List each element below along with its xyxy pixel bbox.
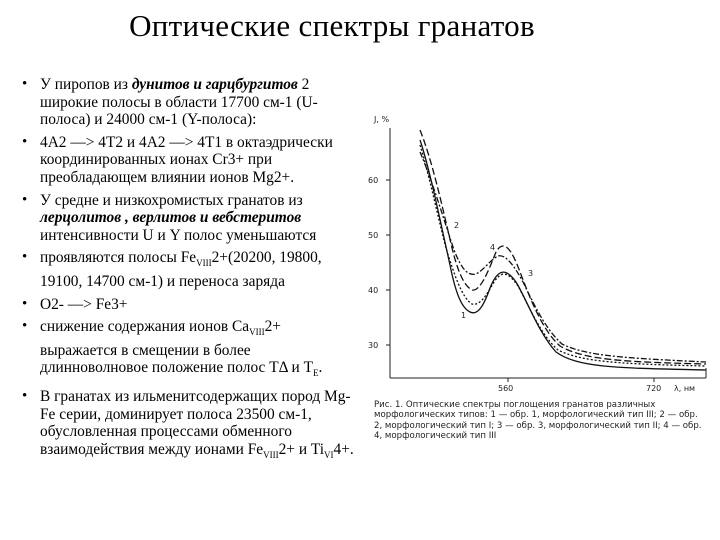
curve-label: 1 [461, 311, 467, 320]
curve-label: 2 [454, 221, 460, 230]
x-axis-label: λ, нм [674, 384, 696, 393]
bullet-item: • У пиропов из дунитов и гарцбургитов 2 широкие полосы в области 17700 см-1 (U-полоса) и 24000 см-1 (Y-полоса): [22, 76, 358, 129]
x-tick-label: 560 [498, 384, 514, 393]
bullet-list [22, 76, 358, 470]
bullet-item: • O2- —> Fe3+ [22, 296, 358, 314]
y-tick-label: 30 [368, 341, 379, 350]
y-axis-label: J, % [374, 115, 390, 124]
bullet-item: • проявляются полосы $Fe_{VIII}2+(20200$, 19800, 19100, 14700 см-1) и переноса заряда [22, 249, 358, 290]
spectrum-curve-4 [420, 152, 706, 362]
figure-caption: Рис. 1. Оптические спектры поглощения гранатов различных морфологических типов: 1 — обр. 1, морфологический тип III; 2 — обр. 2, морфологический тип I; 3 — обр. 3, морфологический тип II; 4 — обр. 4, морфологический тип III [374, 400, 702, 442]
bullet-item: • 4A2 —> 4T2 и 4A2 —> 4T1 в октаэдрически координированных ионах Cr3+ при преобладающем влиянии ионов Mg2+. [22, 134, 358, 187]
bullet-item: • В гранатах из ильменитсодержащих пород Mg-Fe серии, доминирует полоса 23500 см-1, обусловленная процессами обменного взаимодействия между ионами $Fe_{VIII}2+ и$ $Ti_{VI}4+$. [22, 388, 358, 464]
curve-label: 4 [490, 243, 496, 252]
x-tick-label: 720 [646, 384, 662, 393]
spectrum-curve-2 [420, 130, 706, 364]
y-tick-label: 40 [368, 286, 379, 295]
spectra-figure [358, 100, 714, 460]
spectra-plot [358, 100, 714, 400]
bullet-item: • У средне и низкохромистых гранатов из лерцолитов , верлитов и вебстеритов интенсивности U и Y полос уменьшаются [22, 192, 358, 245]
bullet-item: • снижение содержания ионов $Ca_{VIII}2+$ выражается в смещении в более длинноволновое положение полос TΔ и $T_E$. [22, 318, 358, 383]
spectrum-curve-3 [420, 145, 706, 366]
curve-label: 3 [528, 269, 534, 278]
y-tick-label: 50 [368, 231, 379, 240]
slide-title: Оптические спектры гранатов [129, 8, 535, 43]
spectrum-curve-1 [420, 140, 706, 370]
y-tick-label: 60 [368, 176, 379, 185]
